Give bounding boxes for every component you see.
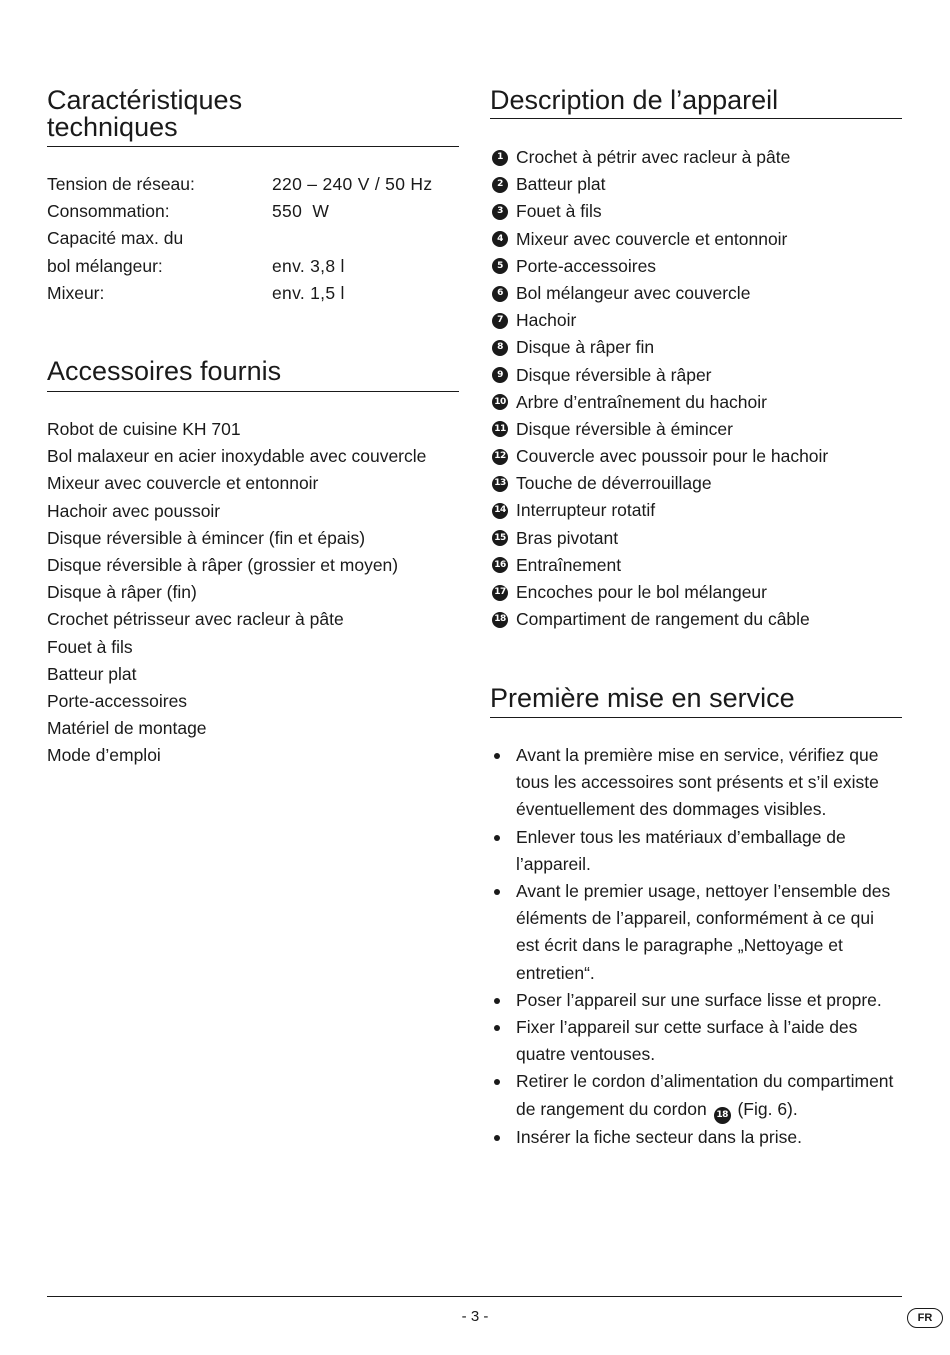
list-item [490, 579, 902, 606]
spec-row [47, 198, 459, 225]
list-item [490, 497, 902, 524]
list-item: Matériel de montage [47, 718, 207, 739]
list-item-label: Batteur plat [516, 174, 606, 195]
description-list [490, 144, 902, 633]
list-item: Disque à râper (fin) [47, 582, 197, 603]
list-item-label: Arbre d’entraînement du hachoir [516, 391, 767, 412]
number-badge-icon: 18 [714, 1107, 731, 1124]
spec-label: Tension de réseau: [47, 174, 195, 194]
specs-title-line1: Caractéristiques [47, 85, 243, 115]
list-item: Disque réversible à râper (grossier et moyen) [47, 554, 399, 575]
number-badge-icon: 6 [492, 286, 508, 302]
bullet-item: Avant le premier usage, nettoyer l’ensemble des éléments de l’appareil, conformément à ce qui est écrit dans le paragraphe „Nettoyage et entretien“. [490, 878, 902, 987]
list-item: Bol malaxeur en acier inoxydable avec couvercle [47, 446, 427, 467]
spec-row [47, 225, 459, 252]
number-badge-icon: 7 [492, 313, 508, 329]
list-item [490, 280, 902, 307]
list-item-label: Hachoir [516, 310, 577, 331]
language-badge: FR [907, 1308, 943, 1328]
first-use-title: Première mise en service [490, 683, 795, 713]
number-badge-icon: 13 [492, 476, 508, 492]
list-item [490, 307, 902, 334]
description-title: Description de l’appareil [490, 85, 779, 115]
number-badge-icon: 16 [492, 557, 508, 573]
accessories-rule [47, 391, 459, 392]
bullet-icon [494, 1079, 500, 1085]
list-item [490, 171, 902, 198]
list-item-label: Encoches pour le bol mélangeur [516, 582, 767, 602]
list-item [490, 253, 902, 280]
number-badge-icon: 14 [492, 503, 508, 519]
list-item: Mixeur avec couvercle et entonnoir [47, 473, 319, 494]
number-badge-icon: 2 [492, 177, 508, 193]
list-item-label: Touche de déverrouillage [516, 473, 712, 494]
bullet-icon [494, 1025, 500, 1031]
list-item [490, 334, 902, 361]
list-item: Batteur plat [47, 663, 137, 684]
list-item-label: Interrupteur rotatif [516, 500, 656, 521]
list-item: Hachoir avec poussoir [47, 500, 221, 521]
bullet-icon [494, 835, 500, 841]
footer-rule [47, 1296, 902, 1297]
list-item: Porte-accessoires [47, 690, 188, 711]
list-item [490, 470, 902, 497]
number-badge-icon: 8 [492, 340, 508, 356]
list-item: Fouet à fils [47, 636, 133, 657]
list-item-label: Bras pivotant [516, 527, 619, 548]
accessories-title: Accessoires fournis [47, 356, 282, 386]
list-item-label: Bol mélangeur avec couvercle [516, 282, 751, 303]
list-item-label: Entraînement [516, 554, 622, 575]
list-item [490, 144, 902, 171]
spec-label: bol mélangeur: [47, 255, 163, 276]
accessories-list [47, 416, 459, 769]
list-item-label: Fouet à fils [516, 201, 602, 222]
list-item-label: Porte-accessoires [516, 255, 657, 276]
number-badge-icon: 12 [492, 449, 508, 465]
bullet-icon [494, 753, 500, 759]
list-item [490, 362, 902, 389]
list-item-label: Disque à râper fin [516, 337, 655, 358]
spec-label: Consommation: [47, 201, 170, 222]
list-item [490, 226, 902, 253]
number-badge-icon: 9 [492, 367, 508, 383]
spec-value: 220 – 240 V / 50 Hz [272, 174, 433, 194]
spec-label: Mixeur: [47, 282, 105, 303]
bullet-icon [494, 889, 500, 895]
list-item [490, 606, 902, 633]
spec-row [47, 280, 459, 307]
description-rule [490, 118, 902, 119]
spec-row [47, 171, 459, 198]
bullet-item: Enlever tous les matériaux d’emballage de l’appareil. [490, 824, 902, 878]
specs-title-line2: techniques [47, 112, 178, 142]
bullet-item: Avant la première mise en service, vérifiez que tous les accessoires sont présents et s’il existe éventuellement des dommages visibles. [490, 742, 902, 824]
number-badge-icon: 4 [492, 231, 508, 247]
bullet-item: Retirer le cordon d’alimentation du compartiment de rangement du cordon 18 (Fig. 6). [490, 1068, 902, 1123]
spec-value: env. 1,5 l [272, 282, 345, 303]
number-badge-icon: 10 [492, 394, 508, 410]
bullet-item: Insérer la fiche secteur dans la prise. [490, 1124, 902, 1151]
list-item-label: Disque réversible à émincer [516, 418, 733, 439]
list-item-label: Crochet à pétrir avec racleur à pâte [516, 147, 791, 167]
bullet-item: Poser l’appareil sur une surface lisse et propre. [490, 987, 902, 1014]
list-item: Robot de cuisine KH 701 [47, 419, 241, 439]
number-badge-icon: 3 [492, 204, 508, 220]
list-item: Crochet pétrisseur avec racleur à pâte [47, 609, 344, 630]
number-badge-icon: 18 [492, 612, 508, 628]
list-item: Disque réversible à émincer (fin et épais) [47, 527, 366, 548]
spec-value [272, 225, 459, 252]
number-badge-icon: 11 [492, 421, 508, 437]
specs-rule [47, 146, 459, 147]
list-item [490, 525, 902, 552]
number-badge-icon: 5 [492, 258, 508, 274]
page-number: - 3 - [461, 1308, 489, 1325]
bullet-item: Fixer l’appareil sur cette surface à l’aide des quatre ventouses. [490, 1014, 902, 1068]
list-item [490, 416, 902, 443]
spec-value: 550 W [272, 201, 330, 222]
list-item [490, 389, 902, 416]
first-use-list [490, 742, 902, 1151]
list-item [490, 198, 902, 225]
first-use-rule [490, 717, 902, 718]
list-item-label: Disque réversible à râper [516, 364, 712, 385]
spec-label: Capacité max. du [47, 228, 184, 249]
spec-row [47, 253, 459, 280]
list-item-label: Mixeur avec couvercle et entonnoir [516, 228, 788, 249]
list-item-label: Compartiment de rangement du câble [516, 609, 810, 630]
bullet-icon [494, 1135, 500, 1141]
list-item [490, 443, 902, 470]
bullet-icon [494, 998, 500, 1004]
specs-title [47, 87, 459, 141]
list-item: Mode d’emploi [47, 745, 161, 766]
number-badge-icon: 1 [492, 150, 508, 166]
spec-value: env. 3,8 l [272, 255, 345, 276]
number-badge-icon: 15 [492, 530, 508, 546]
number-badge-icon: 17 [492, 585, 508, 601]
list-item-label: Couvercle avec poussoir pour le hachoir [516, 446, 829, 467]
list-item [490, 552, 902, 579]
specs-table [47, 171, 459, 307]
